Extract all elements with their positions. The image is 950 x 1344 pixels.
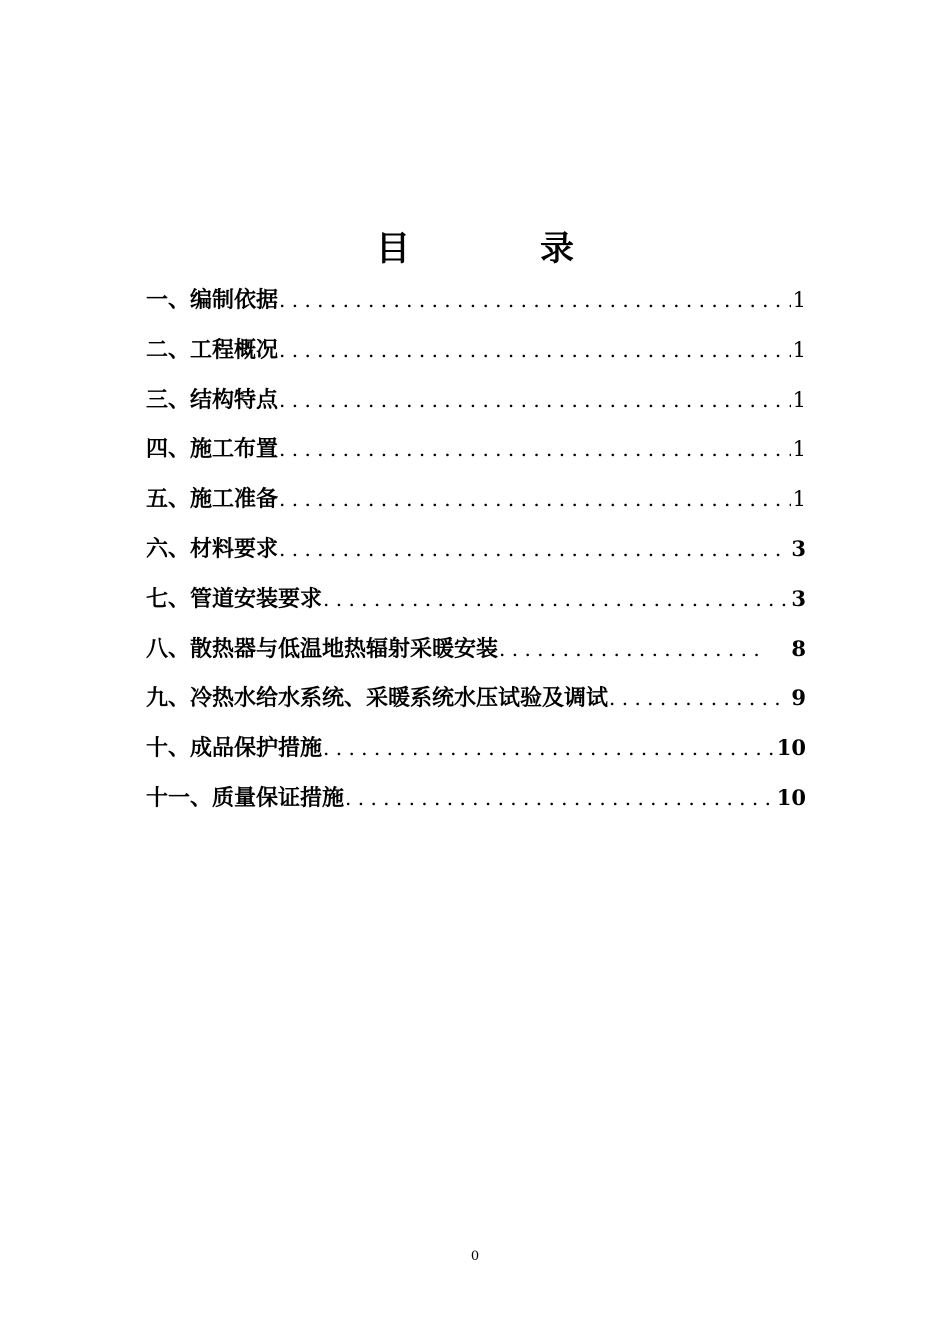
dot-leader [279,477,791,521]
toc-entry-page: 10 [776,735,806,761]
dot-leader [609,676,789,720]
toc-entry-page: 10 [776,784,806,810]
dot-leader [279,328,791,372]
toc-entry-text: 六、材料要求 [146,535,279,562]
toc-title: 目 录 [376,229,622,269]
toc-entry[interactable] [146,776,806,826]
toc-entry-page: 8 [791,635,806,661]
toc-entry-page: 1 [792,487,806,512]
toc-entry-page: 3 [791,585,806,611]
toc-entry-text: 十、成品保护措施 [146,735,323,762]
toc-entry[interactable] [146,676,806,726]
toc-entry-page: 1 [792,288,806,312]
toc-entry-text: 九、冷热水给水系统、采暖系统水压试验及调试 [146,685,609,712]
dot-leader [499,627,767,671]
toc-entry[interactable] [146,378,806,428]
toc-entry-page: 9 [791,685,806,711]
toc-entry-page: 1 [792,437,806,462]
toc-entry-text: 八、散热器与低温地热辐射采暖安装 [146,635,499,662]
toc-entry[interactable] [146,328,806,378]
page-number: 0 [470,1249,480,1264]
toc-entry-text: 十一、质量保证措施 [146,784,345,811]
toc-entry-text: 四、施工布置 [146,436,279,463]
toc-entry-text: 二、工程概况 [146,336,279,363]
toc-entry-page: 3 [791,535,806,561]
toc-entry-text: 五、施工准备 [146,486,279,513]
dot-leader [279,427,791,471]
toc-entry-page: 1 [792,337,806,362]
toc-entry-page: 1 [792,387,806,412]
toc-entry[interactable] [146,726,806,776]
toc-entry[interactable] [146,627,806,677]
dot-leader [279,278,791,322]
dot-leader [279,378,791,422]
toc-entry[interactable] [146,577,806,627]
toc-entry[interactable] [146,477,806,527]
dot-leader [345,776,775,820]
dot-leader [323,726,775,770]
dot-leader [279,527,789,571]
table-of-contents [146,278,806,826]
toc-entry[interactable] [146,427,806,477]
toc-entry-text: 一、编制依据 [146,287,279,313]
toc-entry[interactable] [146,527,806,577]
dot-leader [323,577,789,621]
toc-entry[interactable] [146,278,806,328]
toc-entry-text: 三、结构特点 [146,386,279,413]
toc-entry-text: 七、管道安装要求 [146,585,323,612]
